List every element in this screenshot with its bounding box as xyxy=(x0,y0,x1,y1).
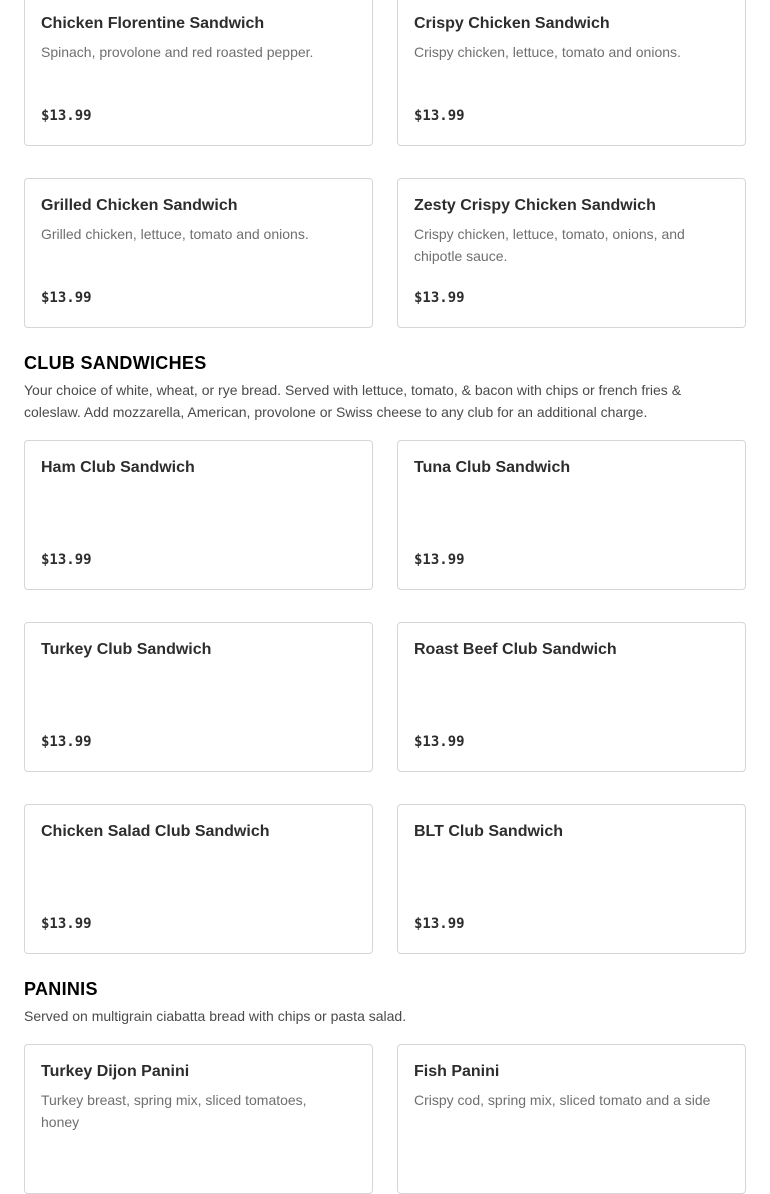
menu-item-price: $13.99 xyxy=(414,734,465,750)
menu-item-card[interactable] xyxy=(24,178,373,328)
menu-item-price: $13.99 xyxy=(41,916,92,932)
menu-item-name: Fish Panini xyxy=(414,1063,500,1080)
section-description: Served on multigrain ciabatta bread with chips or pasta salad. xyxy=(24,1008,407,1024)
menu-item-name: Chicken Florentine Sandwich xyxy=(41,15,265,32)
menu-item-description: Crispy cod, spring mix, sliced tomato and a side xyxy=(414,1092,711,1108)
menu-item-description: Turkey breast, spring mix, sliced tomatoes, honey xyxy=(41,1092,307,1130)
menu-item-card[interactable] xyxy=(397,804,746,954)
menu-item-price: $13.99 xyxy=(41,552,92,568)
menu-item-name: Turkey Dijon Panini xyxy=(41,1063,190,1080)
menu-item-name: Turkey Club Sandwich xyxy=(41,641,212,658)
menu-item-card[interactable] xyxy=(24,440,373,590)
menu-item-card[interactable] xyxy=(397,178,746,328)
menu-item-card[interactable] xyxy=(397,622,746,772)
menu-item-name: Crispy Chicken Sandwich xyxy=(414,15,610,32)
menu-item-card[interactable] xyxy=(397,440,746,590)
menu-item-card[interactable] xyxy=(24,622,373,772)
menu-item-card[interactable] xyxy=(397,0,746,146)
menu-item-price: $13.99 xyxy=(414,290,465,306)
section-description: Your choice of white, wheat, or rye bread. Served with lettuce, tomato, & bacon with chips or french fries & coleslaw. Add mozzarella, American, provolone or Swiss cheese to any club for an additional charge. xyxy=(24,382,682,420)
menu-item-description: Crispy chicken, lettuce, tomato, onions, and chipotle sauce. xyxy=(414,226,685,264)
menu-item-price: $13.99 xyxy=(41,108,92,124)
menu-item-price: $13.99 xyxy=(414,552,465,568)
menu-item-price: $13.99 xyxy=(41,734,92,750)
menu-item-description: Spinach, provolone and red roasted pepper. xyxy=(41,44,314,60)
menu-item-price: $13.99 xyxy=(414,916,465,932)
menu-item-price: $13.99 xyxy=(41,290,92,306)
menu-item-name: Ham Club Sandwich xyxy=(41,459,195,476)
menu-item-description: Grilled chicken, lettuce, tomato and onions. xyxy=(41,226,309,242)
menu-item-price: $13.99 xyxy=(414,108,465,124)
menu-item-description: Crispy chicken, lettuce, tomato and onions. xyxy=(414,44,681,60)
section-title: PANINIS xyxy=(24,979,98,999)
menu-item-name: Grilled Chicken Sandwich xyxy=(41,197,238,214)
menu-item-card[interactable] xyxy=(397,1044,746,1194)
menu-item-name: Chicken Salad Club Sandwich xyxy=(41,823,270,840)
menu-item-card[interactable] xyxy=(24,804,373,954)
menu-item-name: Roast Beef Club Sandwich xyxy=(414,641,617,658)
section-title: CLUB SANDWICHES xyxy=(24,353,207,373)
menu-item-card[interactable] xyxy=(24,0,373,146)
menu-item-card[interactable] xyxy=(24,1044,373,1194)
menu-item-name: Tuna Club Sandwich xyxy=(414,459,571,476)
menu-item-name: BLT Club Sandwich xyxy=(414,823,564,840)
menu-item-name: Zesty Crispy Chicken Sandwich xyxy=(414,197,656,214)
